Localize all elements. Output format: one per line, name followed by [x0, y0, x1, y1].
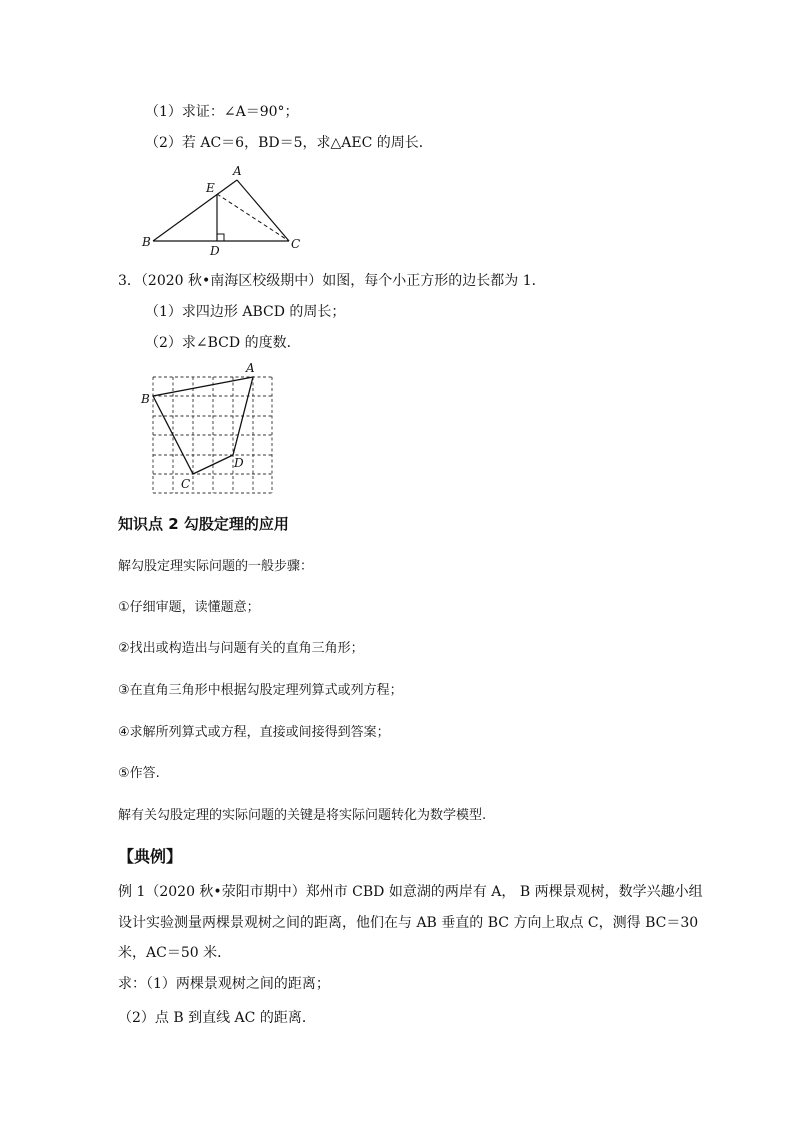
grid-figure — [140, 361, 272, 493]
segment-ec-dashed — [217, 194, 289, 241]
dashed-grid — [153, 377, 272, 493]
label-b: B — [142, 235, 151, 249]
example-line-3: 米，AC＝50 米． — [118, 945, 232, 961]
right-angle-mark — [217, 234, 224, 241]
knowledge-step-3: ③在直角三角形中根据勾股定理列算式或列方程； — [118, 683, 403, 698]
triangle-figure — [141, 164, 300, 258]
knowledge-step-4: ④求解所列算式或方程，直接或间接得到答案； — [118, 725, 390, 740]
problem2-part1: （1）求证：∠A＝90°； — [145, 104, 299, 120]
problem2-part2: （2）若 AC＝6，BD＝5，求△AEC 的周长． — [145, 135, 433, 151]
example-question-2: （2）点 B 到直线 AC 的距离． — [118, 1010, 316, 1026]
problem3-stem: 3．（2020 秋•南海区校级期中）如图，每个小正方形的边长都为 1． — [118, 273, 546, 289]
segment-ac — [237, 180, 289, 241]
knowledge-heading: 知识点 2 勾股定理的应用 — [118, 515, 289, 533]
grid-label-c: C — [181, 477, 191, 491]
knowledge-step-1: ①仔细审题，读懂题意； — [118, 600, 260, 615]
knowledge-step-2: ②找出或构造出与问题有关的直角三角形； — [118, 641, 364, 656]
problem3-part2: （2）求∠BCD 的度数． — [145, 335, 301, 351]
segment-ba — [153, 180, 237, 241]
problem3-part1: （1）求四边形 ABCD 的周长； — [145, 304, 346, 320]
grid-label-a: A — [246, 361, 255, 375]
label-a: A — [233, 164, 242, 178]
knowledge-key: 解有关勾股定理的实际问题的关键是将实际问题转化为数学模型. — [118, 808, 487, 823]
label-c: C — [291, 237, 301, 251]
example-line-1: 例 1（2020 秋•荥阳市期中）郑州市 CBD 如意湖的两岸有 A， B 两棵景观树，数学兴趣小组 — [118, 884, 703, 900]
knowledge-intro: 解勾股定理实际问题的一般步骤： — [118, 559, 314, 574]
label-e: E — [206, 181, 215, 195]
label-d: D — [210, 244, 220, 258]
example-question-1: 求：（1）两棵景观树之间的距离； — [118, 976, 330, 992]
grid-label-d: D — [234, 456, 244, 470]
example-heading: 【典例】 — [118, 847, 183, 866]
knowledge-step-5: ⑤作答. — [118, 766, 160, 781]
example-line-2: 设计实验测量两棵景观树之间的距离，他们在与 AB 垂直的 BC 方向上取点 C，测得 BC＝30 — [118, 915, 699, 931]
grid-label-b: B — [141, 392, 150, 406]
